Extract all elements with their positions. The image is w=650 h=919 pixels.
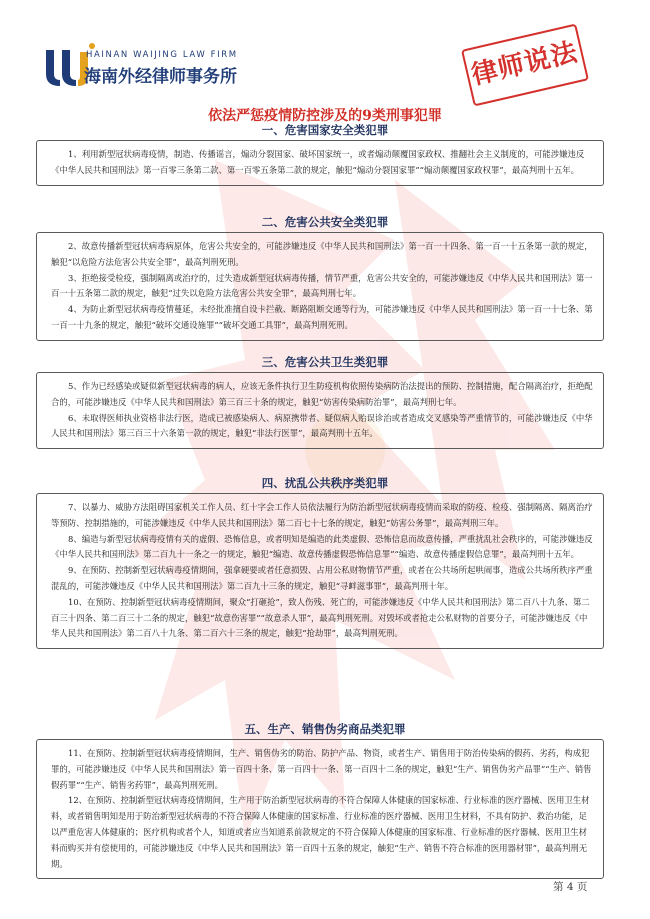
clause-paragraph: 6、未取得医师执业资格非法行医，造成已被感染病人、病原携带者、疑似病人贻误诊治或者造成交叉感染等严重情节的，可能涉嫌违反《中华人民共和国刑法》第三百三十六条第一款的规定，触犯“非法行医罪”，最高判刑十五年。 — [51, 412, 593, 439]
section-title-national-security: 一、危害国家安全类犯罪 — [261, 123, 389, 137]
lawyer-says-stamp: 律师说法 — [461, 23, 589, 106]
section-title-counterfeit-goods: 五、生产、销售伪劣商品类犯罪 — [244, 722, 406, 736]
section-box-public-order — [36, 493, 604, 649]
section-box-public-health — [36, 372, 604, 449]
section-box-counterfeit-goods — [36, 739, 604, 879]
section-title-public-order: 四、扰乱公共秩序类犯罪 — [261, 476, 389, 490]
clause-paragraph: 1、利用新型冠状病毒疫情，制造、传播谣言，煽动分裂国家、破坏国家统一，或者煽动颠覆国家政权、推翻社会主义制度的，可能涉嫌违反《中华人民共和国刑法》第一百零三条第二款、第一百零五条第二款的规定，触犯“煽动分裂国家罪”“煽动颠覆国家政权罪”，最高判刑十五年。 — [51, 149, 585, 175]
clause-paragraph: 11、在预防、控制新型冠状病毒疫情期间，生产、销售伪劣的防治、防护产品、物资，或者生产、销售用于防治传染病的假药、劣药，构成犯罪的，可能涉嫌违反《中华人民共和国刑法》第一百四十条、第一百四十一条、第一百四十二条的规定，触犯“生产、销售伪劣产品罪”“生产、销售假药罪”“生产、销售劣药罪”，最高判刑死刑。 — [51, 748, 592, 790]
section-title-public-health: 三、危害公共卫生类犯罪 — [261, 355, 389, 369]
section-box-public-safety — [36, 232, 604, 341]
page-number: 第 4 页 — [553, 881, 588, 893]
clause-paragraph: 12、在预防、控制新型冠状病毒疫情期间，生产用于防治新型冠状病毒的不符合保障人体健康的国家标准、行业标准的医疗器械、医用卫生材料，或者销售明知是用于防治新型冠状病毒的不符合保障人体健康的国家标准、行业标准的医疗器械、医用卫生材料，不具有防护、救治功能，足以严重危害人体健康的；医疗机构或者个人，知道或者应当知道系前款规定的不符合保障人体健康的国家标准、行业标准的医疗器械、医用卫生材料而购买并有偿使用的，可能涉嫌违反《中华人民共和国刑法》第一百四十五条的规定，触犯“生产、销售不符合标准的医用器材罪”，最高判刑无期。 — [51, 795, 590, 869]
clause-paragraph: 10、在预防、控制新型冠状病毒疫情期间，聚众“打砸抢”，致人伤残、死亡的，可能涉嫌违反《中华人民共和国刑法》第二百八十九条、第二百三十四条、第二百三十二条的规定，触犯“故意伤害罪”“故意杀人罪”，最高判刑死刑。对毁坏或者抢走公私财物的首要分子，可能涉嫌违反《中华人民共和国刑法》第二百八十九条、第二百六十三条的规定，触犯“抢劫罪”，最高判刑死刑。 — [51, 596, 590, 639]
clause-paragraph: 7、以暴力、威胁方法阻碍国家机关工作人员、红十字会工作人员依法履行为防治新型冠状病毒疫情而采取的防疫、检疫、强制隔离、隔离治疗等预防、控制措施的，可能涉嫌违反《中华人民共和国刑法》第二百七十七条的规定，触犯“妨害公务罪”，最高判刑三年。 — [51, 502, 593, 528]
clause-paragraph: 2、故意传播新型冠状病毒病原体，危害公共安全的，可能涉嫌违反《中华人民共和国刑法》第一百一十四条、第一百一十五条第一款的规定，触犯“以危险方法危害公共安全罪”，最高判刑死刑。 — [51, 241, 593, 267]
section-box-national-security — [36, 140, 604, 186]
page-title: 依法严惩疫情防控涉及的9类刑事犯罪 — [208, 108, 442, 124]
clause-paragraph: 4、为防止新型冠状病毒疫情蔓延，未经批准擅自设卡拦截、断路阻断交通等行为，可能涉嫌违反《中华人民共和国刑法》第一百一十七条、第一百一十九条的规定，触犯“破坏交通设施罪”“破坏交通工具罪”，最高判刑死刑。 — [51, 304, 593, 330]
clause-paragraph: 3、拒绝接受检疫，强制隔离或治疗的，过失造成新型冠状病毒传播，情节严重，危害公共安全的，可能涉嫌违反《中华人民共和国刑法》第一百一十五条第二款的规定，触犯“过失以危险方法危害公共安全罪”，最高判刑七年。 — [51, 272, 593, 299]
clause-paragraph: 5、作为已经感染或疑似新型冠状病毒的病人，应该无条件执行卫生防疫机构依照传染病防治法提出的预防、控制措施，配合隔离治疗，拒绝配合的，可能涉嫌违反《中华人民共和国刑法》第三百三十条的规定，触犯“妨害传染病防治罪”，最高判刑七年。 — [51, 381, 593, 407]
clause-paragraph: 8、编造与新型冠状病毒疫情有关的虚假、恐怖信息，或者明知是编造的此类虚假、恐怖信息而故意传播，严重扰乱社会秩序的，可能涉嫌违反《中华人民共和国刑法》第二百九十一条之一的规定，触犯“编造、故意传播虚假恐怖信息罪”“编造、故意传播虚假信息罪”，最高判刑十五年。 — [51, 533, 593, 560]
section-title-public-safety: 二、危害公共安全类犯罪 — [261, 215, 389, 229]
clause-paragraph: 9、在预防、控制新型冠状病毒疫情期间，强拿硬要或者任意损毁、占用公私财物情节严重，或者在公共场所起哄闹事，造成公共场所秩序严重混乱的，可能涉嫌违反《中华人民共和国刑法》第二百九十三条的规定，触犯“寻衅滋事罪”，最高判刑十年。 — [51, 565, 593, 591]
firm-name-chinese: 海南外经律师事务所 — [84, 67, 237, 87]
firm-name-english: HAINAN WAIJING LAW FIRM — [86, 50, 238, 60]
